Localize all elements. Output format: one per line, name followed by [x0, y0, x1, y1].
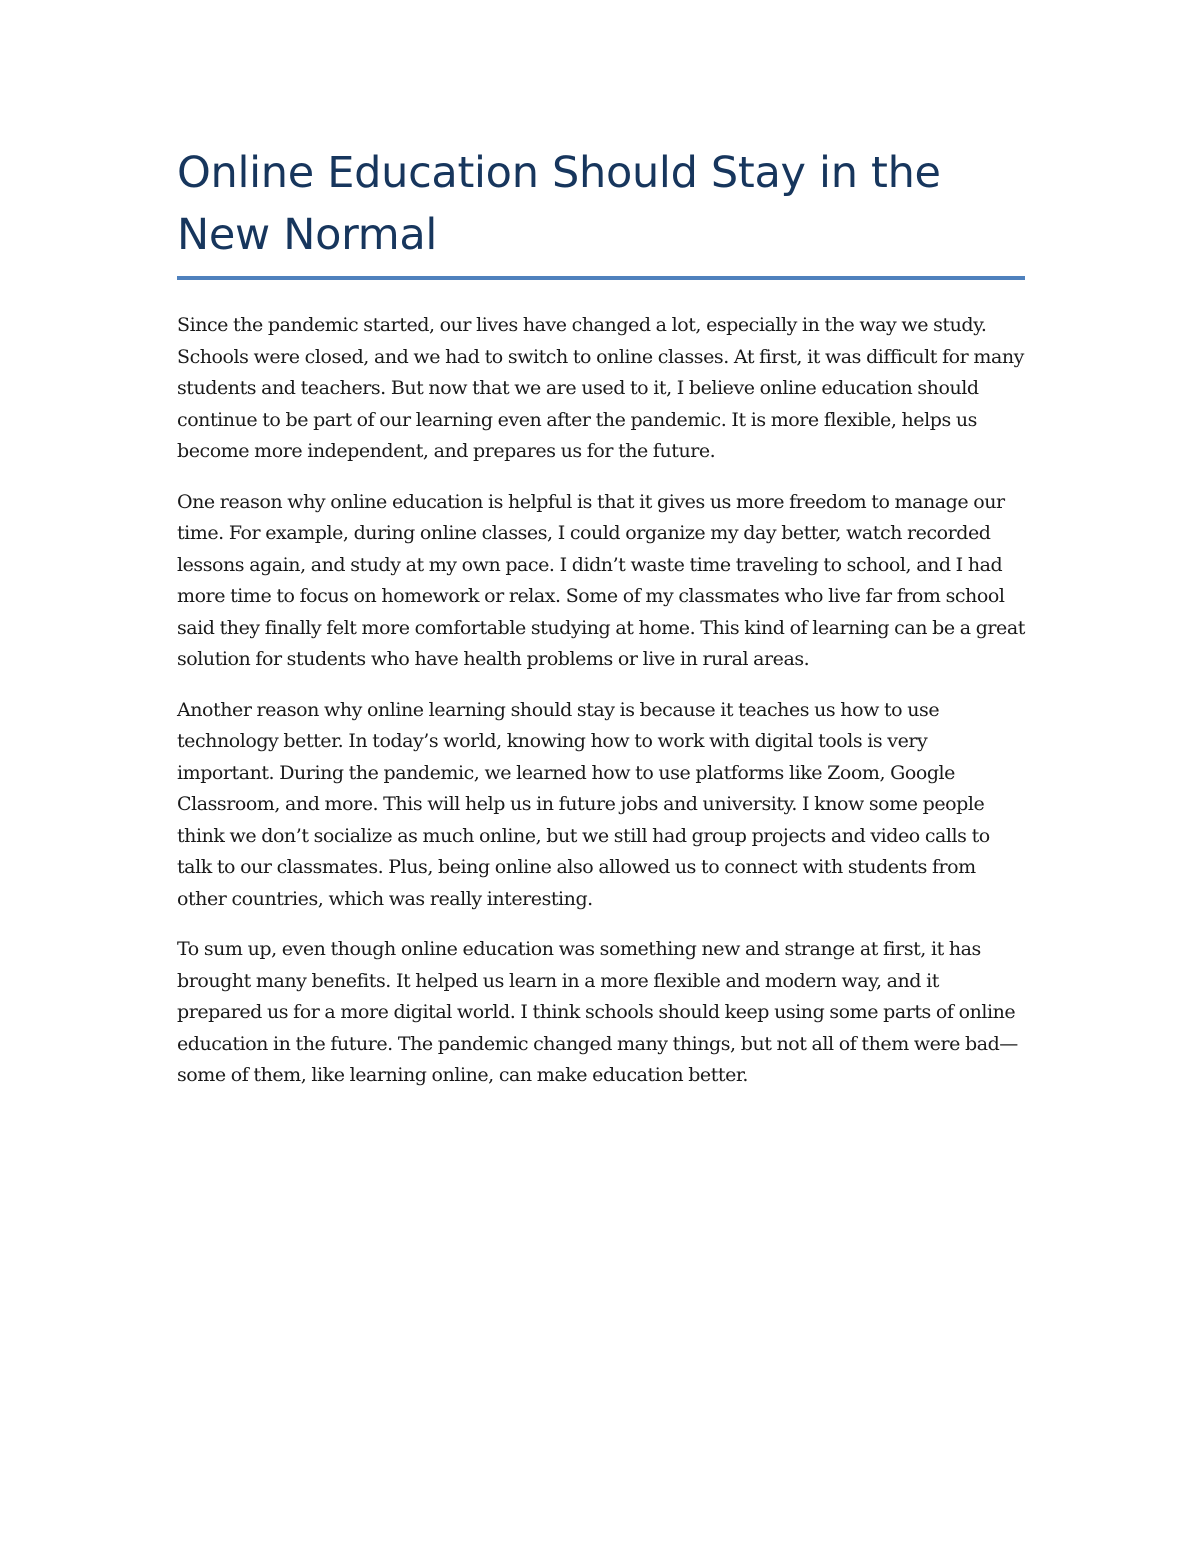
document-title: Online Education Should Stay in the New Normal [177, 148, 941, 260]
paragraph-intro: Since the pandemic started, our lives have changed a lot, especially in the way we study. Schools were closed, and we had to switch to online classes. At first, it was difficult for many students and teachers. But now that we are used to it, I believe online education should continue to be part of our learning even after the pandemic. It is more flexible, helps us become more independent, and prepares us for the future. [177, 314, 1024, 462]
paragraph-time-freedom: One reason why online education is helpful is that it gives us more freedom to manage our time. For example, during online classes, I could organize my day better, watch recorded lessons again, and study at my own pace. I didn’t waste time traveling to school, and I had more time to focus on homework or relax. Some of my classmates who live far from school said they finally felt more comfortable studying at home. This kind of learning can be a great solution for students who have health problems or live in rural areas. [177, 490, 1025, 670]
paragraph-technology: Another reason why online learning should stay is because it teaches us how to use technology better. In today’s world, knowing how to work with digital tools is very important. During the pandemic, we learned how to use platforms like Zoom, Google Classroom, and more. This will help us in future jobs and university. I know some people think we don’t socialize as much online, but we still had group projects and video calls to talk to our classmates. Plus, being online also allowed us to connect with students from other countries, which was really interesting. [177, 698, 990, 910]
paragraph-conclusion: To sum up, even though online education was something new and strange at first, it has brought many benefits. It helped us learn in a more flexible and modern way, and it prepared us for a more digital world. I think schools should keep using some parts of online education in the future. The pandemic changed many things, but not all of them were bad—some of them, like learning online, can make education better. [177, 938, 1018, 1086]
title-underline-rule [177, 276, 1025, 280]
document-body [177, 142, 1025, 1111]
